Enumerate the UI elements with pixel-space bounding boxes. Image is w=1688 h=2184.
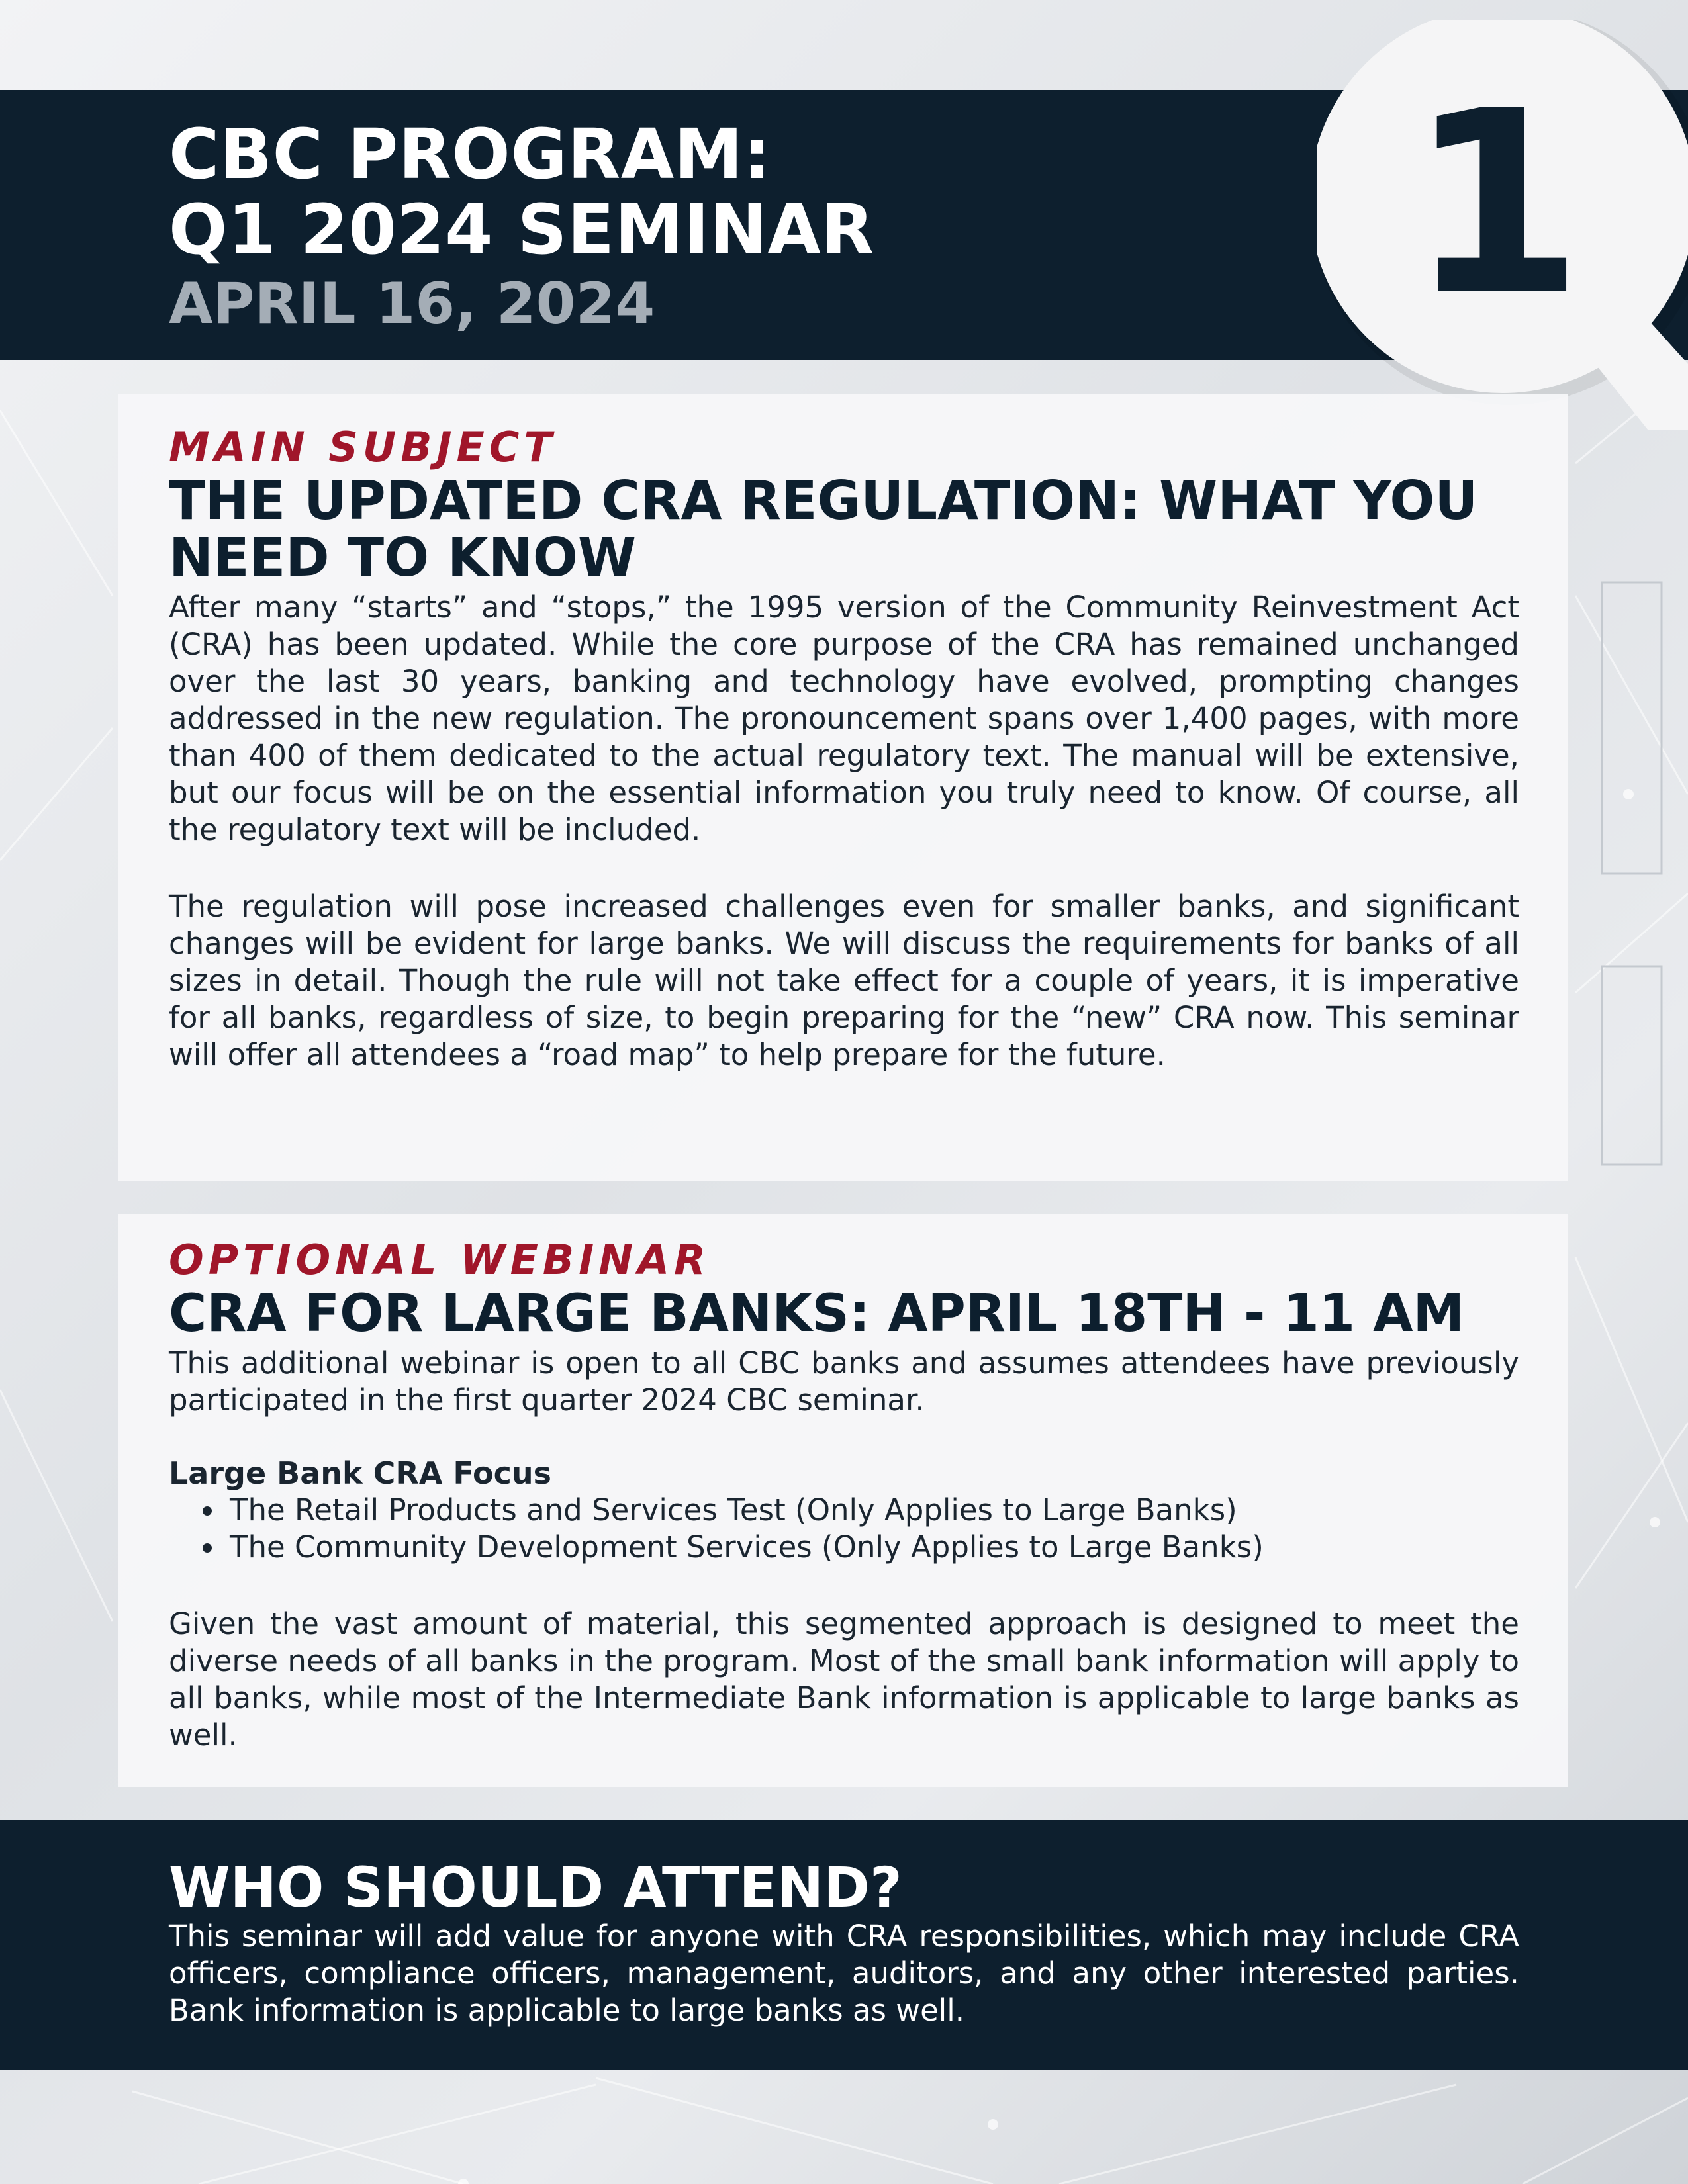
main-paragraph-1: After many “starts” and “stops,” the 1995 version of the Community Reinvestment Act (CRA) has been updated. While the core purpose of the CRA has remained unchanged over the last 30 years, banking and technology have evolved, prompting changes addressed in the new regulation. The pronouncement spans over 1,400 pages, with more than 400 of them dedicated to the actual regulatory text. The manual will be extensive, but our focus will be on the essential information you truly need to know. Of course, all the regulatory text will be included. [169, 590, 1519, 847]
main-subject-label: MAIN SUBJECT [169, 423, 557, 471]
main-subject-panel [118, 394, 1568, 1181]
quarter-number: 1 [1408, 57, 1584, 350]
optional-webinar-panel [118, 1214, 1568, 1787]
who-should-attend-title: WHO SHOULD ATTEND? [169, 1855, 902, 1920]
focus-heading: Large Bank CRA Focus [169, 1455, 551, 1491]
seminar-date: APRIL 16, 2024 [169, 271, 655, 337]
program-title: CBC PROGRAM: [169, 114, 771, 195]
webinar-intro: This additional webinar is open to all CBC banks and assumes attendees have previously participated in the first quarter 2024 CBC seminar. [169, 1345, 1519, 1418]
who-should-attend-text: This seminar will add value for anyone with CRA responsibilities, which may include CRA officers, compliance officers, management, auditors, and any other interested parties. Bank information is applicable to large banks as well. [169, 1919, 1519, 2028]
seminar-title: Q1 2024 SEMINAR [169, 189, 874, 270]
main-paragraph-2: The regulation will pose increased challenges even for smaller banks, and significant changes will be evident for large banks. We will discuss the requirements for banks of all sizes in detail. Though the rule will not take effect for a couple of years, it is imperative for all banks, regardless of size, to begin preparing for the “new” CRA now. This seminar will offer all attendees a “road map” to help prepare for the future. [169, 889, 1519, 1072]
list-item: • The Retail Products and Services Test (Only Applies to Large Banks) [226, 1492, 1518, 1529]
list-item: • The Community Development Services (Only Applies to Large Banks) [226, 1529, 1518, 1566]
focus-list [169, 1492, 1518, 1566]
title-block [169, 116, 1294, 340]
main-subject-headline: THE UPDATED CRA REGULATION: WHAT YOU NEED TO KNOW [169, 470, 1478, 588]
webinar-headline: CRA FOR LARGE BANKS: APRIL 18TH - 11 AM [169, 1284, 1465, 1343]
webinar-closing: Given the vast amount of material, this segmented approach is designed to meet the diverse needs of all banks in the program. Most of the small bank information will apply to all banks, while most of the Intermediate Bank information is applicable to large banks as well. [169, 1606, 1519, 1752]
webinar-label: OPTIONAL WEBINAR [169, 1236, 710, 1284]
